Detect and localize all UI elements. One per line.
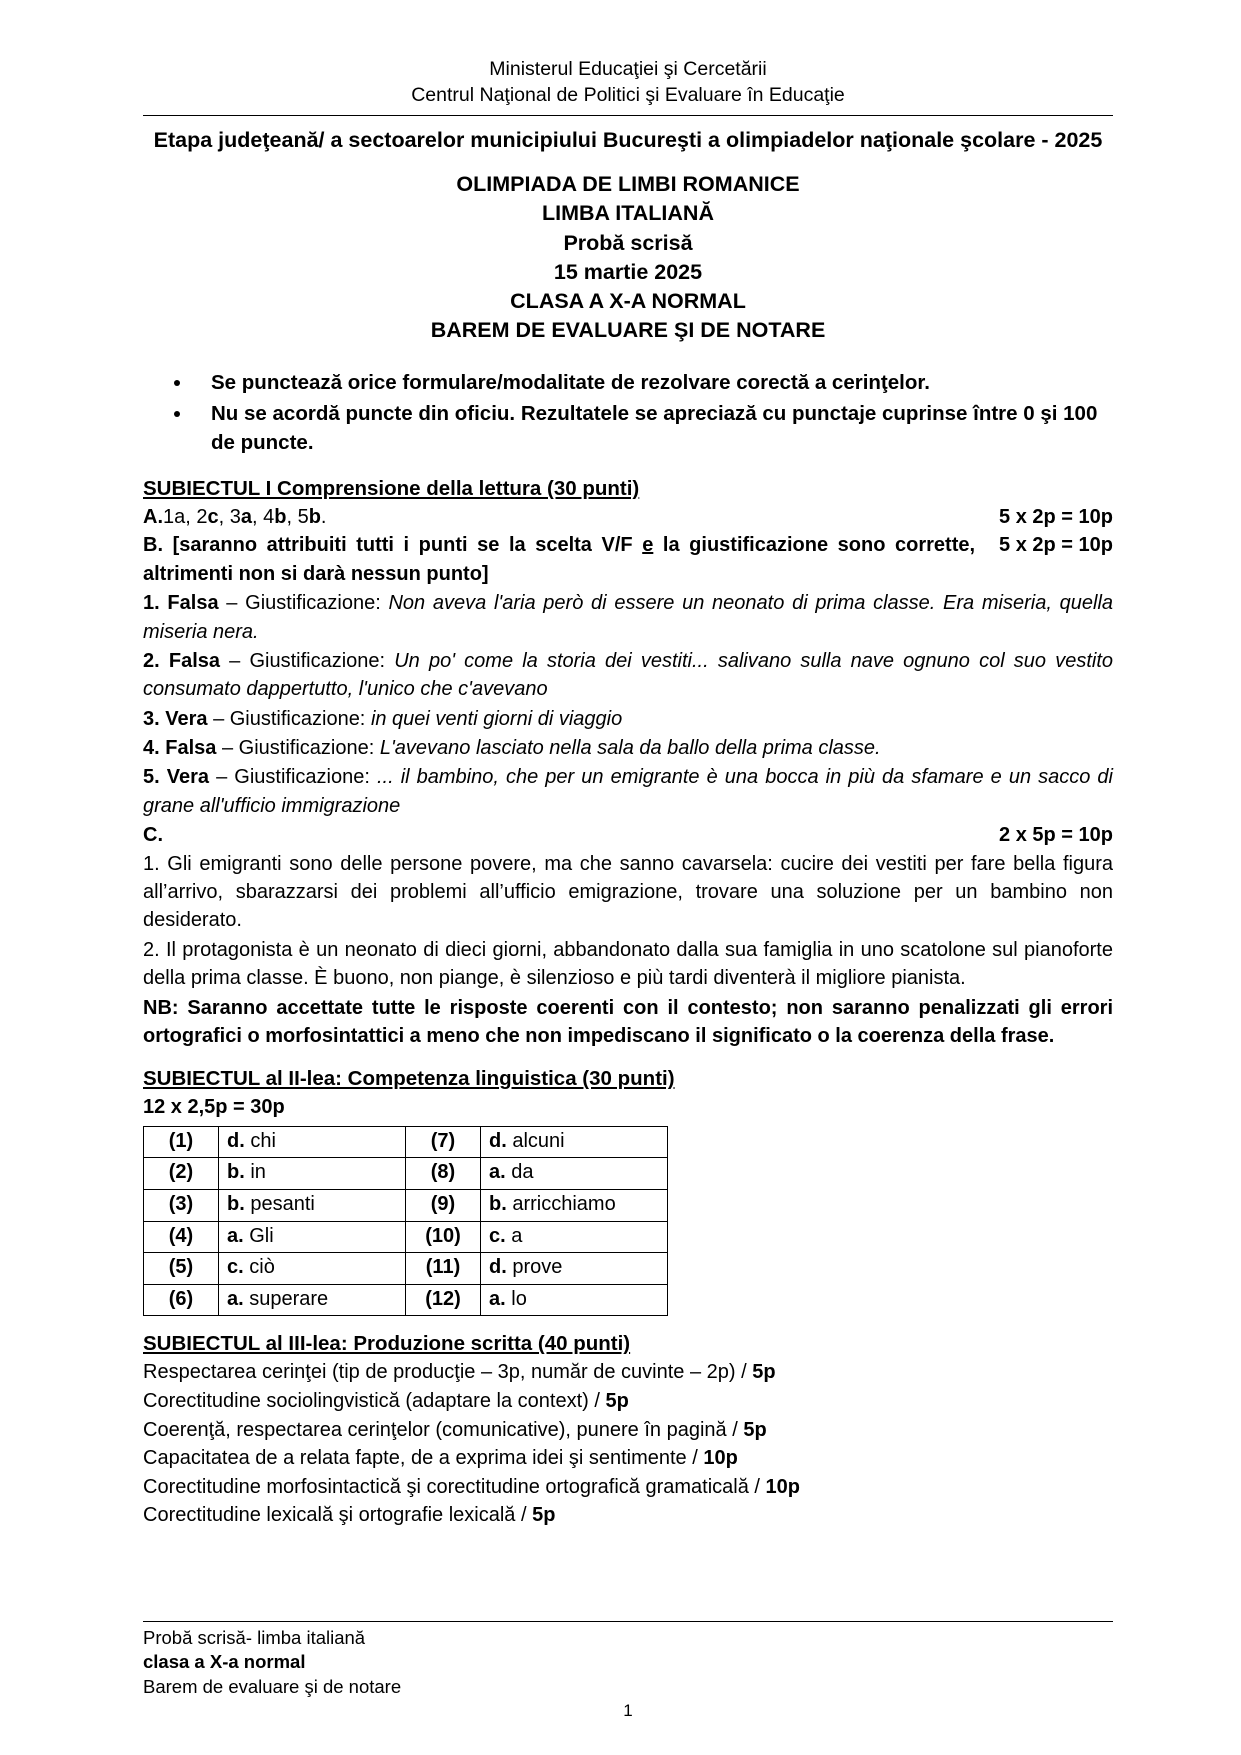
item-answer <box>481 1189 668 1221</box>
subject-1-b-item <box>143 589 1113 646</box>
subject-1-a-points: 5 x 2p = 10p <box>999 505 1113 528</box>
criterion-text: Corectitudine sociolingvistică (adaptare la context) / <box>143 1389 606 1412</box>
scoring-scheme-title: BAREM DE EVALUARE ŞI DE NOTARE <box>430 318 826 343</box>
answer-text: in <box>244 1161 266 1184</box>
exam-type: Probă scrisă <box>563 230 693 255</box>
item-number: (1) <box>144 1126 219 1158</box>
subject-1-a-answers <box>143 503 326 531</box>
table-row <box>144 1158 668 1190</box>
answer-letter: d. <box>489 1129 507 1152</box>
criterion-text: Corectitudine lexicală şi ortografie lexicală / <box>143 1504 533 1527</box>
subject-1-c-item: 2. Il protagonista è un neonato di dieci giorni, abbandonato dalla sua famiglia in uno scatolone sul pianoforte della prima classe. È buono, non piange, è silenzioso e più tardi diventerà il migliore pianista. <box>143 938 1113 990</box>
item-justification: L'avevano lasciato nella sala da ballo della prima classe. <box>379 737 881 760</box>
item-verdict: Falsa <box>168 649 221 672</box>
item-number: (8) <box>406 1158 481 1190</box>
subject-1-b-text-2: la giustificazione sono corrette, altrimenti non si darà nessun punto] <box>143 534 976 585</box>
answer-letter: c. <box>489 1224 506 1247</box>
footer-line-3: Barem de evaluare şi de notare <box>143 1675 402 1697</box>
footer-line-1: Probă scrisă- limba italiană <box>143 1626 366 1648</box>
item-connector: – Giustificazione: <box>216 737 380 760</box>
subject-1-a-row <box>143 503 1113 531</box>
item-justification: Non aveva l'aria però di essere un neonato di prima classe. Era miseria, quella miseria nera. <box>143 592 1114 643</box>
exam-stage-title: Etapa judeţeană/ a sectoarelor municipiului Bucureşti a olimpiadelor naţionale şcolare - 2025 <box>153 127 1103 152</box>
table-row <box>144 1221 668 1253</box>
document-header <box>143 56 1113 109</box>
ministry-line-1: Ministerul Educaţiei şi Cercetării <box>489 58 767 80</box>
item-number: 5. <box>143 766 160 789</box>
subject-1-b-label: B. <box>143 534 163 557</box>
item-number: (12) <box>406 1284 481 1316</box>
item-answer <box>219 1158 406 1190</box>
item-verdict: Vera <box>166 766 210 789</box>
criterion-text: Respectarea cerinţei (tip de producţie – 3p, număr de cuvinte – 2p) / <box>143 1361 753 1384</box>
item-answer <box>481 1126 668 1158</box>
criterion-score: 5p <box>605 1389 629 1412</box>
subject-1-b-text-underlined: e <box>642 534 654 557</box>
answer-letter: a. <box>227 1287 244 1310</box>
subject-1-c-points: 2 x 5p = 10p <box>999 824 1113 847</box>
item-number: (11) <box>406 1253 481 1285</box>
nb-text: Saranno accettate tutte le risposte coerenti con il contesto; non saranno penalizzati gli errori ortografici o morfosintattici a meno che non impediscano il significato o la coerenza della frase. <box>143 996 1113 1047</box>
answer-text: a <box>505 1224 523 1247</box>
item-connector: – Giustificazione: <box>209 766 377 789</box>
subject-1-a-values: 1a, 2c, 3a, 4b, 5b. <box>163 505 327 528</box>
subject-1-b-item <box>143 705 1113 733</box>
note-item: • Se punctează orice formulare/modalitate de rezolvare corectă a cerinţelor. <box>193 368 1113 397</box>
criterion-item <box>143 1358 1113 1387</box>
answer-letter: b. <box>227 1192 245 1215</box>
answer-text: Gli <box>243 1224 274 1247</box>
footer-divider <box>143 1621 1113 1622</box>
item-answer <box>481 1253 668 1285</box>
header-divider <box>143 115 1113 116</box>
language-name: LIMBA ITALIANĂ <box>542 201 714 226</box>
general-notes-list <box>143 368 1113 457</box>
ministry-line-2: Centrul Naţional de Politici şi Evaluare în Educaţie <box>411 84 845 107</box>
olympiad-name: OLIMPIADA DE LIMBI ROMANICE <box>456 172 800 197</box>
item-connector: – Giustificazione: <box>218 592 389 615</box>
item-number: (7) <box>406 1126 481 1158</box>
answer-text: ciò <box>243 1256 275 1279</box>
note-item: • Nu se acordă puncte din oficiu. Rezultatele se apreciază cu punctaje cuprinse între 0 şi 100 de puncte. <box>193 399 1113 457</box>
item-connector: – Giustificazione: <box>220 649 395 672</box>
nb-label: NB: <box>143 996 179 1019</box>
answer-text: da <box>505 1161 534 1184</box>
subject-2-answers-table <box>143 1126 668 1317</box>
table-row <box>144 1253 668 1285</box>
answer-letter: a. <box>489 1161 506 1184</box>
criterion-text: Corectitudine morfosintactică şi corectitudine ortografică gramaticală / <box>143 1475 766 1498</box>
answer-letter: a. <box>227 1224 244 1247</box>
answer-text: pesanti <box>244 1192 315 1215</box>
criterion-item <box>143 1473 1113 1502</box>
item-number: 2. <box>143 649 160 672</box>
item-answer <box>481 1158 668 1190</box>
footer-line-2: clasa a X-a normal <box>143 1651 306 1673</box>
item-number: 1. <box>143 592 160 615</box>
answer-text: arricchiamo <box>506 1192 616 1215</box>
subject-1-b-points: 5 x 2p = 10p <box>999 534 1113 557</box>
criterion-text: Coerenţă, respectarea cerinţelor (comunicative), punere în pagină / <box>143 1418 744 1441</box>
item-verdict: Vera <box>165 707 208 730</box>
criterion-item <box>143 1387 1113 1416</box>
table-row <box>144 1126 668 1158</box>
answer-letter: c. <box>227 1256 244 1279</box>
criterion-score: 5p <box>743 1418 767 1441</box>
answer-letter: a. <box>489 1287 506 1310</box>
exam-title-block <box>143 170 1113 345</box>
criterion-score: 5p <box>532 1504 556 1527</box>
answer-letter: d. <box>227 1129 245 1152</box>
item-justification: ... il bambino, che per un emigrante è una bocca in più da sfamare e un sacco di grane all'ufficio immigrazione <box>143 766 1114 817</box>
subject-1-b-instruction <box>143 531 1113 588</box>
document-footer <box>143 1621 1113 1721</box>
subject-1-b-item <box>143 734 1113 762</box>
page-number: 1 <box>623 1701 633 1720</box>
subject-1-c-item: 1. Gli emigranti sono delle persone povere, ma che sanno cavarsela: cucire dei vestiti per fare bella figura all’arrivo, sbarazzarsi dei problemi all’ufficio emigrazione, trovare una soluzione per un bambino non desiderato. <box>143 852 1113 932</box>
answer-text: lo <box>505 1287 527 1310</box>
item-number: (10) <box>406 1221 481 1253</box>
item-number: (6) <box>144 1284 219 1316</box>
item-verdict: Falsa <box>167 592 219 615</box>
subject-3-heading: SUBIECTUL al III-lea: Produzione scritta (40 punti) <box>143 1332 631 1356</box>
answer-text: superare <box>243 1287 329 1310</box>
item-number: (3) <box>144 1189 219 1221</box>
item-justification: Un po' come la storia dei vestiti... salivano sulla nave ognuno col suo vestito consumato dappertutto, l'unico che c'avevano <box>143 649 1113 701</box>
subject-1-b-text-1: [saranno attribuiti tutti i punti se la scelta V/F <box>172 534 643 557</box>
item-verdict: Falsa <box>165 737 217 760</box>
answer-text: prove <box>506 1256 563 1279</box>
criterion-item <box>143 1501 1113 1530</box>
item-answer <box>219 1126 406 1158</box>
table-row <box>144 1189 668 1221</box>
criterion-score: 10p <box>765 1475 800 1498</box>
item-number: (5) <box>144 1253 219 1285</box>
answer-letter: b. <box>489 1192 507 1215</box>
subject-2-heading: SUBIECTUL al II-lea: Competenza linguistica (30 punti) <box>143 1067 675 1091</box>
item-number: 4. <box>143 737 160 760</box>
exam-date: 15 martie 2025 <box>553 259 703 284</box>
item-answer <box>219 1284 406 1316</box>
subject-1-c-row <box>143 821 1113 849</box>
criterion-item <box>143 1444 1113 1473</box>
answer-text: chi <box>244 1129 276 1152</box>
subject-1-b-item <box>143 763 1113 820</box>
answer-letter: d. <box>489 1256 507 1279</box>
subject-1-b-item <box>143 647 1113 704</box>
subject-2-points: 12 x 2,5p = 30p <box>143 1096 285 1119</box>
exam-class: CLASA A X-A NORMAL <box>510 289 746 314</box>
item-number: 3. <box>143 707 160 730</box>
item-answer <box>481 1284 668 1316</box>
item-number: (2) <box>144 1158 219 1190</box>
subject-1-heading: SUBIECTUL I Comprensione della lettura (30 punti) <box>143 476 640 500</box>
item-connector: – Giustificazione: <box>207 707 371 730</box>
item-justification: in quei venti giorni di viaggio <box>370 707 623 730</box>
item-number: (9) <box>406 1189 481 1221</box>
item-answer <box>219 1189 406 1221</box>
item-answer <box>219 1253 406 1285</box>
criterion-score: 10p <box>703 1447 738 1470</box>
item-number: (4) <box>144 1221 219 1253</box>
item-answer <box>481 1221 668 1253</box>
subject-1-c-label: C. <box>143 824 163 847</box>
criterion-item <box>143 1416 1113 1445</box>
answer-letter: b. <box>227 1161 245 1184</box>
subject-1-nb <box>143 994 1113 1051</box>
answer-text: alcuni <box>506 1129 565 1152</box>
table-row <box>144 1284 668 1316</box>
criterion-text: Capacitatea de a relata fapte, de a exprima idei şi sentimente / <box>143 1447 704 1470</box>
item-answer <box>219 1221 406 1253</box>
subject-1-a-label: A. <box>143 505 163 528</box>
criterion-score: 5p <box>752 1361 776 1384</box>
